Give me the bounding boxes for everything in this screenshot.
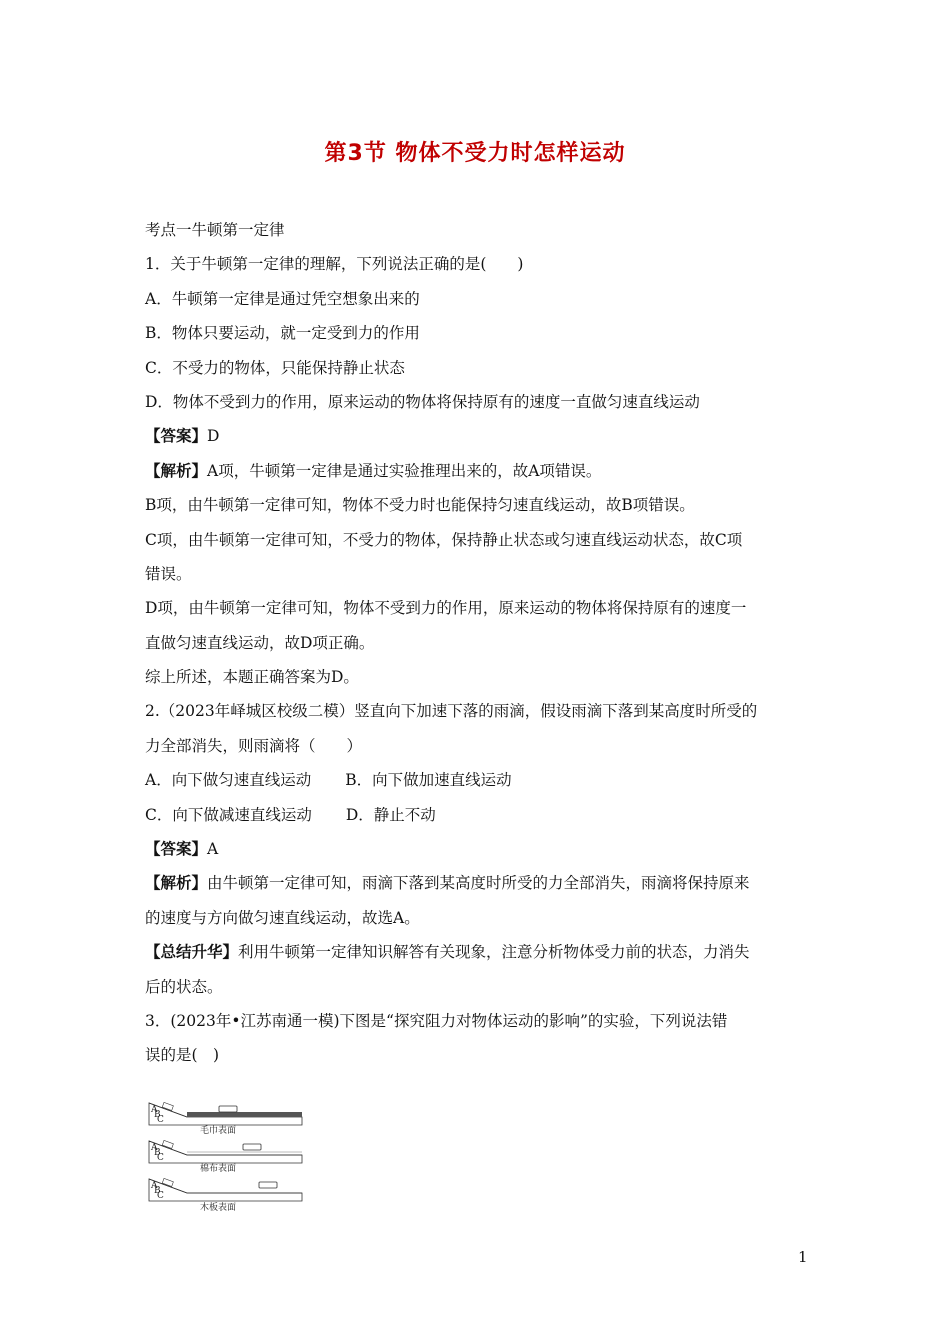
- experiment-figure: [147, 1093, 307, 1213]
- q1-analysis-c: C项，由牛顿第一定律可知，不受力的物体，保持静止状态或匀速直线运动状态，故C项: [145, 530, 743, 549]
- label-towel-surface: 毛巾表面: [200, 1126, 237, 1136]
- q1-analysis-b: B项，由牛顿第一定律可知，物体不受力时也能保持匀速直线运动，故B项错误。: [145, 496, 695, 515]
- ramp-letter-b: B: [154, 1148, 161, 1158]
- q2-options-cd: C．向下做减速直线运动 D．静止不动: [145, 805, 436, 824]
- ramp-letter-b: B: [154, 1186, 161, 1196]
- document-body: [145, 213, 811, 1073]
- cart: [219, 1106, 237, 1112]
- q1-option-a: A．牛顿第一定律是通过凭空想象出来的: [145, 289, 420, 308]
- ramp-letter-c: C: [157, 1191, 164, 1201]
- q2-summary-cont: 后的状态。: [145, 977, 223, 996]
- q2-options-ab: A．向下做匀速直线运动 B．向下做加速直线运动: [145, 771, 512, 790]
- ramp-panel-towel: [149, 1102, 302, 1136]
- label-cotton-surface: 棉布表面: [200, 1164, 237, 1174]
- page-number: 1: [798, 1248, 808, 1266]
- q2-answer: 【答案】A: [145, 839, 219, 859]
- question-3: 3．(2023年•江苏南通一模)下图是“探究阻力对物体运动的影响”的实验，下列说法错: [145, 1011, 728, 1030]
- ramp-letter-a: A: [151, 1105, 158, 1115]
- ramp-letter-b: B: [154, 1110, 161, 1120]
- q1-answer: 【答案】D: [145, 426, 220, 446]
- ramp-letter-c: C: [157, 1153, 164, 1163]
- question-2-cont: 力全部消失，则雨滴将（ ）: [145, 736, 363, 755]
- q1-option-c: C．不受力的物体，只能保持静止状态: [145, 358, 405, 377]
- question-3-cont: 误的是( ): [145, 1046, 220, 1065]
- ramp-panel-wood: [149, 1178, 302, 1213]
- page-title: 第3节 物体不受力时怎样运动: [324, 141, 626, 166]
- q2-analysis-cont: 的速度与方向做匀速直线运动，故选A。: [145, 908, 420, 927]
- ramp-letter-c: C: [157, 1115, 164, 1125]
- q1-option-b: B．物体只要运动，就一定受到力的作用: [145, 324, 420, 343]
- cart: [259, 1182, 277, 1188]
- q1-summary: 综上所述，本题正确答案为D。: [145, 668, 359, 687]
- q1-analysis-c-cont: 错误。: [145, 564, 192, 583]
- section-heading: 考点一牛顿第一定律: [145, 221, 285, 239]
- q1-analysis-d-cont: 直做匀速直线运动，故D项正确。: [145, 633, 375, 652]
- cart: [243, 1144, 261, 1150]
- ramp-letter-a: A: [151, 1143, 158, 1153]
- ramp-letter-a: A: [151, 1181, 158, 1191]
- q1-analysis: 【解析】A项，牛顿第一定律是通过实验推理出来的，故A项错误。: [145, 460, 602, 480]
- ramp-panel-cotton: [149, 1140, 302, 1174]
- question-1: 1．关于牛顿第一定律的理解，下列说法正确的是( ): [145, 255, 524, 274]
- question-2: 2.（2023年峄城区校级二模）竖直向下加速下落的雨滴，假设雨滴下落到某高度时所受的: [145, 702, 758, 721]
- towel-surface: [187, 1112, 302, 1117]
- q2-analysis: 【解析】由牛顿第一定律可知，雨滴下落到某高度时所受的力全部消失，雨滴将保持原来: [145, 873, 750, 893]
- q1-analysis-d: D项，由牛顿第一定律可知，物体不受到力的作用，原来运动的物体将保持原有的速度一: [145, 599, 747, 618]
- label-wood-surface: 木板表面: [200, 1203, 237, 1213]
- q1-option-d: D．物体不受到力的作用，原来运动的物体将保持原有的速度一直做匀速直线运动: [145, 392, 700, 411]
- q2-summary: 【总结升华】利用牛顿第一定律知识解答有关现象，注意分析物体受力前的状态，力消失: [145, 942, 750, 962]
